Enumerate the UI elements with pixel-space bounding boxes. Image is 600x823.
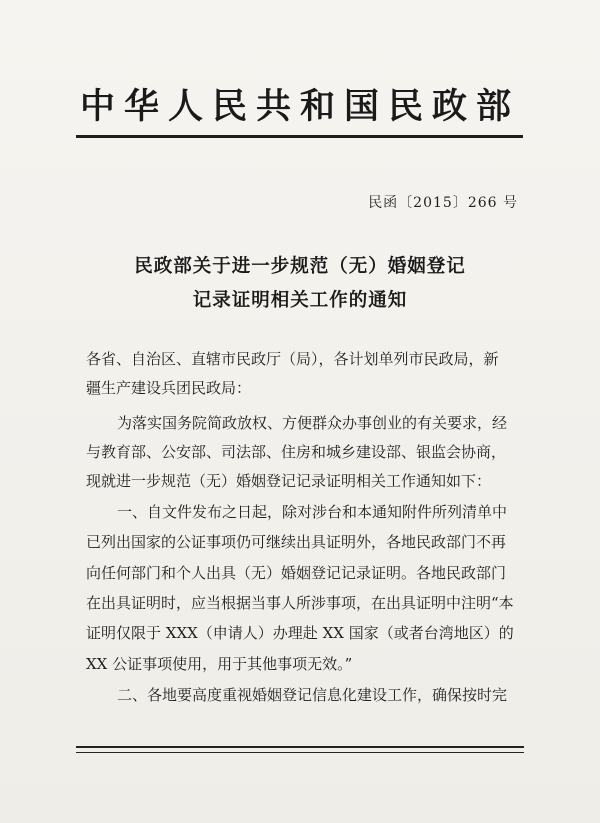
header-divider bbox=[76, 135, 523, 138]
body-line: XX 公证事项使用，用于其他事项无效。” bbox=[86, 655, 353, 673]
body-line: 为落实国务院简政放权、方便群众办事创业的有关要求，经 bbox=[117, 414, 508, 432]
body-line: 在出具证明时，应当根据当事人所涉事项，在出具证明中注明“本 bbox=[86, 594, 514, 612]
document-title-line-2: 记录证明相关工作的通知 bbox=[192, 290, 408, 311]
body-line: 疆生产建设兵团民政局： bbox=[86, 379, 252, 397]
body-line: 向任何部门和个人出具（无）婚姻登记记录证明。各地民政部门 bbox=[86, 564, 507, 582]
document-title-line-1: 民政部关于进一步规范（无）婚姻登记 bbox=[134, 256, 466, 277]
body-line: 各省、自治区、直辖市民政厅（局），各计划单列市民政局，新 bbox=[86, 350, 499, 368]
body-line: 二、各地要高度重视婚姻登记信息化建设工作，确保按时完 bbox=[117, 686, 508, 704]
issuer-header: 中华人民共和国民政部 bbox=[79, 87, 520, 127]
body-line: 一、自文件发布之日起，除对涉台和本通知附件所列清单中 bbox=[117, 503, 508, 521]
document-number: 民函〔2015〕266 号 bbox=[368, 195, 518, 211]
body-line: 与教育部、公安部、司法部、住房和城乡建设部、银监会协商， bbox=[86, 443, 507, 461]
footer-divider-thin bbox=[76, 752, 524, 753]
body-line: 证明仅限于 XXX（申请人）办理赴 XX 国家（或者台湾地区）的 bbox=[86, 624, 514, 642]
body-line: 已列出国家的公证事项仍可继续出具证明外，各地民政部门不再 bbox=[86, 533, 507, 551]
body-line: 现就进一步规范（无）婚姻登记记录证明相关工作通知如下： bbox=[86, 472, 492, 490]
footer-divider-thick bbox=[76, 746, 524, 748]
